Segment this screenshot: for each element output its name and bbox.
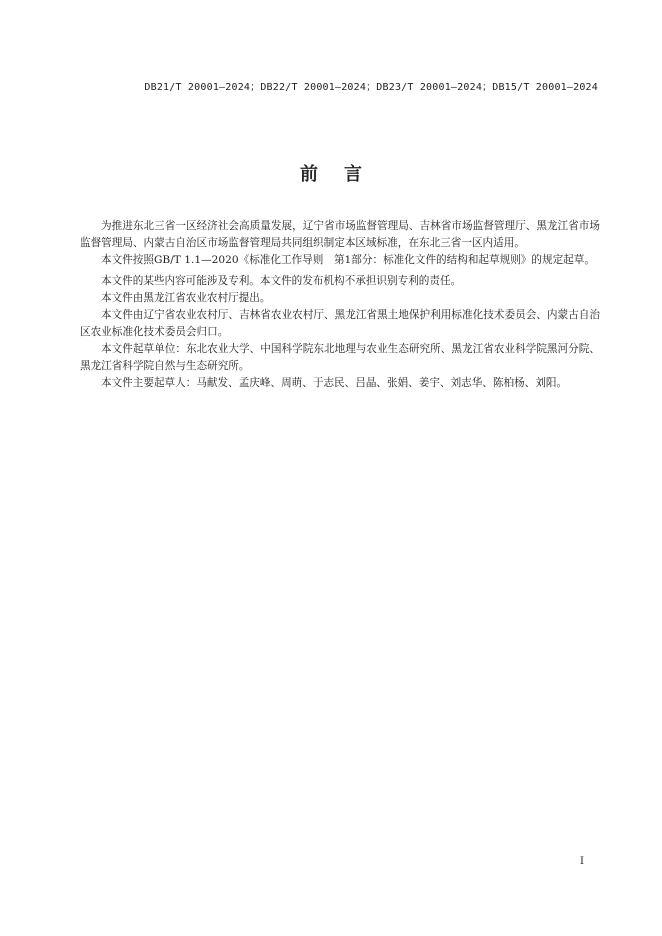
paragraph-purpose: 为推进东北三省一区经济社会高质量发展，辽宁省市场监督管理局、吉林省市场监督管理厅、黑龙江省市场监督管理局、内蒙古自治区市场监督管理局共同组织制定本区域标准，在东北三省一区内适用。: [80, 220, 600, 249]
paragraph-drafting-organizations: 本文件起草单位：东北农业大学、中国科学院东北地理与农业生态研究所、黑龙江省农业科学院黑河分院、黑龙江省科学院自然与生态研究所。: [80, 343, 600, 372]
paragraph-proposer: 本文件由黑龙江省农业农村厅提出。: [101, 292, 271, 304]
paragraph-drafting-rules: 本文件按照GB/T 1.1—2020《标准化工作导则 第1部分：标准化文件的结构和起草规则》的规定起草。: [101, 254, 595, 266]
page-number: I: [580, 856, 584, 867]
foreword-body: [80, 218, 600, 392]
paragraph-responsible-committee: 本文件由辽宁省农业农村厅、吉林省农业农村厅、黑龙江省黑土地保护利用标准化技术委员会、内蒙古自治区农业标准化技术委员会归口。: [80, 309, 600, 338]
paragraph-patent-notice: 本文件的某些内容可能涉及专利。本文件的发布机构不承担识别专利的责任。: [101, 275, 462, 287]
paragraph-drafters: 本文件主要起草人：马献发、孟庆峰、周萌、于志民、吕晶、张娟、姜宇、刘志华、陈柏杨、刘阳。: [101, 377, 568, 389]
page-title: 前言: [300, 164, 388, 185]
standard-number-header: DB21/T 20001—2024；DB22/T 20001—2024；DB23/T 20001—2024；DB15/T 20001—2024: [144, 82, 598, 93]
